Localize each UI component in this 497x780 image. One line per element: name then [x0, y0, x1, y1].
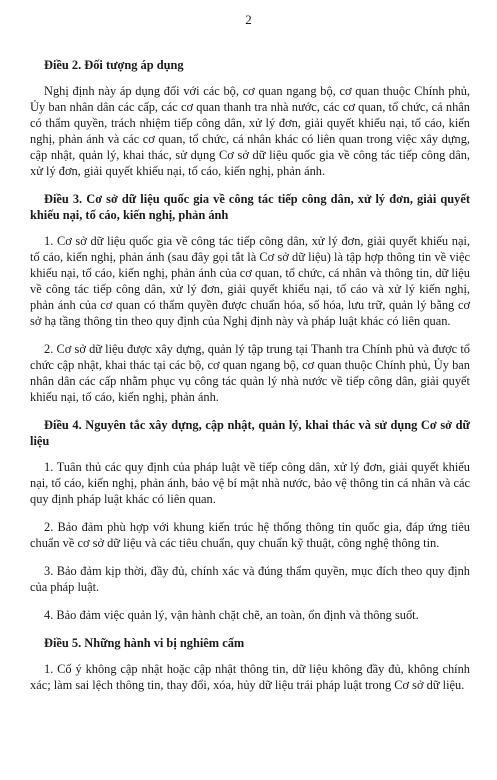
- article-heading: Điều 4. Nguyên tắc xây dựng, cập nhật, quản lý, khai thác và sử dụng Cơ sở dữ liệu: [30, 418, 470, 448]
- article-paragraph: 3. Bảo đảm kịp thời, đầy đủ, chính xác và đúng thẩm quyền, mục đích theo quy định của pháp luật.: [30, 564, 470, 594]
- article-5: [30, 635, 470, 693]
- article-paragraph: Nghị định này áp dụng đối với các bộ, cơ quan ngang bộ, cơ quan thuộc Chính phủ, Ủy ban nhân dân các cấp, các cơ quan thanh tra nhà nước, các cơ quan, tổ chức, cá nhân có thẩm quyền, trách nhiệm tiếp công dân, xử lý đơn, giải quyết khiếu nại, tố cáo, kiến nghị, phản ánh và các cơ quan, tổ chức, cá nhân khác có liên quan trong việc xây dựng, cập nhật, quản lý, khai thác, sử dụng Cơ sở dữ liệu quốc gia về công tác tiếp công dân, xử lý đơn, giải quyết khiếu nại, tố cáo, kiến nghị, phản ánh.: [30, 84, 470, 178]
- page-number: 2: [245, 12, 252, 27]
- article-heading: Điều 5. Những hành vi bị nghiêm cấm: [44, 636, 245, 650]
- article-paragraph: 1. Cố ý không cập nhật hoặc cập nhật thông tin, dữ liệu không đầy đủ, không chính xác; làm sai lệch thông tin, thay đổi, xóa, hủy dữ liệu trái pháp luật trong Cơ sở dữ liệu.: [30, 662, 470, 692]
- article-paragraph: 2. Bảo đảm phù hợp với khung kiến trúc hệ thống thông tin quốc gia, đáp ứng tiêu chuẩn về cơ sở dữ liệu và các tiêu chuẩn, quy chuẩn kỹ thuật, công nghệ thông tin.: [30, 520, 470, 550]
- article-heading: Điều 3. Cơ sở dữ liệu quốc gia về công tác tiếp công dân, xử lý đơn, giải quyết khiếu nại, tố cáo, kiến nghị, phản ánh: [30, 192, 470, 222]
- article-paragraph: 2. Cơ sở dữ liệu được xây dựng, quản lý tập trung tại Thanh tra Chính phủ và được tổ chức cập nhật, khai thác tại các bộ, cơ quan ngang bộ, cơ quan thuộc Chính phủ, Ủy ban nhân dân các cấp nhằm phục vụ công tác quản lý nhà nước về tiếp công dân, giải quyết khiếu nại, tố cáo, kiến nghị, phản ánh.: [30, 342, 470, 404]
- article-4: [30, 417, 470, 623]
- article-paragraph: 1. Tuân thủ các quy định của pháp luật về tiếp công dân, xử lý đơn, giải quyết khiếu nại, tố cáo, kiến nghị, phản ánh, bảo vệ bí mật nhà nước, bảo vệ thông tin cá nhân và các quy định pháp luật khác có liên quan.: [30, 460, 470, 506]
- article-heading: Điều 2. Đối tượng áp dụng: [44, 58, 184, 72]
- article-3: [30, 191, 470, 405]
- article-paragraph: 4. Bảo đảm việc quản lý, vận hành chặt chẽ, an toàn, ổn định và thông suốt.: [44, 608, 419, 622]
- document-body: [30, 57, 470, 705]
- article-2: [30, 57, 470, 179]
- article-paragraph: 1. Cơ sở dữ liệu quốc gia về công tác tiếp công dân, xử lý đơn, giải quyết khiếu nại, tố cáo, kiến nghị, phản ánh (sau đây gọi tắt là Cơ sở dữ liệu) là tập hợp thông tin về việc khiếu nại, tố cáo, kiến nghị, phản ánh của cơ quan, tổ chức, cá nhân và thông tin, dữ liệu về công tác tiếp công dân, xử lý đơn, giải quyết khiếu nại, tố cáo và xử lý kiến nghị, phản ánh của cơ quan có thẩm quyền được chuẩn hóa, số hóa, lưu trữ, quản lý bằng cơ sở hạ tầng thông tin theo quy định của Nghị định này và pháp luật khác có liên quan.: [30, 234, 470, 328]
